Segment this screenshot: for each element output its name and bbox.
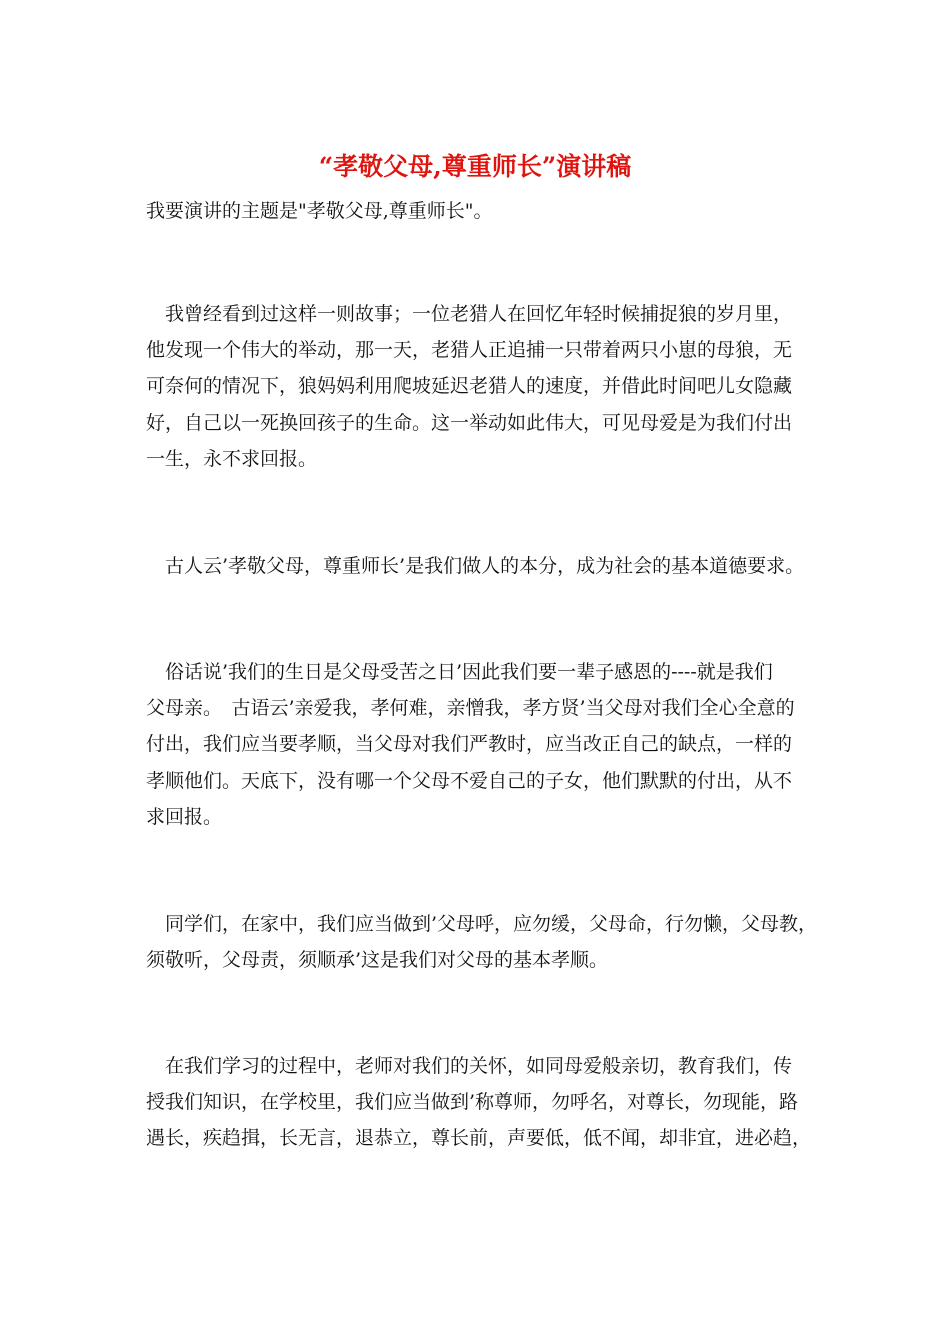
- paragraph-line: 我曾经看到过这样一则故事；一位老猎人在回忆年轻时候捕捉狼的岁月里，: [146, 303, 793, 325]
- paragraph-line: 遇长，疾趋揖，长无言，退恭立，尊长前，声要低，低不闻，却非宜，进必趋，: [146, 1127, 812, 1150]
- paragraph-5: [146, 1048, 826, 1157]
- paragraph-3: [146, 654, 826, 835]
- intro-line: 我要演讲的主题是"孝敬父母,尊重师长"。: [146, 200, 493, 222]
- paragraph-line: 求回报。: [146, 805, 223, 828]
- paragraph-line: 好，自己以一死换回孩子的生命。这一举动如此伟大，可见母爱是为我们付出: [146, 411, 793, 434]
- paragraph-2: [146, 548, 826, 584]
- paragraph-line: 同学们，在家中，我们应当做到’父母呼，应勿缓，父母命，行勿懒，父母教，: [146, 913, 818, 935]
- paragraph-line: 授我们知识，在学校里，我们应当做到’称尊师，勿呼名，对尊长，勿现能，路: [146, 1091, 799, 1114]
- paragraph-line: 父母亲。 古语云’亲爱我，孝何难，亲憎我，孝方贤’当父母对我们全心全意的: [146, 697, 795, 720]
- paragraph-line: 俗话说’我们的生日是父母受苦之日’因此我们要一辈子感恩的----就是我们: [146, 661, 773, 683]
- paragraph-line: 在我们学习的过程中，老师对我们的关怀，如同母爱般亲切，教育我们，传: [146, 1055, 793, 1077]
- paragraph-line: 孝顺他们。天底下，没有哪一个父母不爱自己的子女，他们默默的付出，从不: [146, 769, 793, 792]
- paragraph-line: 古人云’孝敬父母，尊重师长’是我们做人的本分，成为社会的基本道德要求。: [146, 555, 805, 577]
- document-title: “孝敬父母,尊重师长”演讲稿: [318, 152, 632, 181]
- paragraph-line: 须敬听，父母责，须顺承’这是我们对父母的基本孝顺。: [146, 949, 609, 972]
- paragraph-1: [146, 296, 826, 477]
- paragraph-line: 他发现一个伟大的举动，那一天，老猎人正追捕一只带着两只小崽的母狼，无: [146, 339, 793, 362]
- paragraph-line: 可奈何的情况下，狼妈妈利用爬坡延迟老猎人的速度，并借此时间吧儿女隐藏: [146, 375, 793, 398]
- paragraph-4: [146, 906, 826, 978]
- paragraph-line: 付出，我们应当要孝顺，当父母对我们严教时，应当改正自己的缺点，一样的: [146, 733, 793, 756]
- paragraph-line: 一生，永不求回报。: [146, 447, 318, 470]
